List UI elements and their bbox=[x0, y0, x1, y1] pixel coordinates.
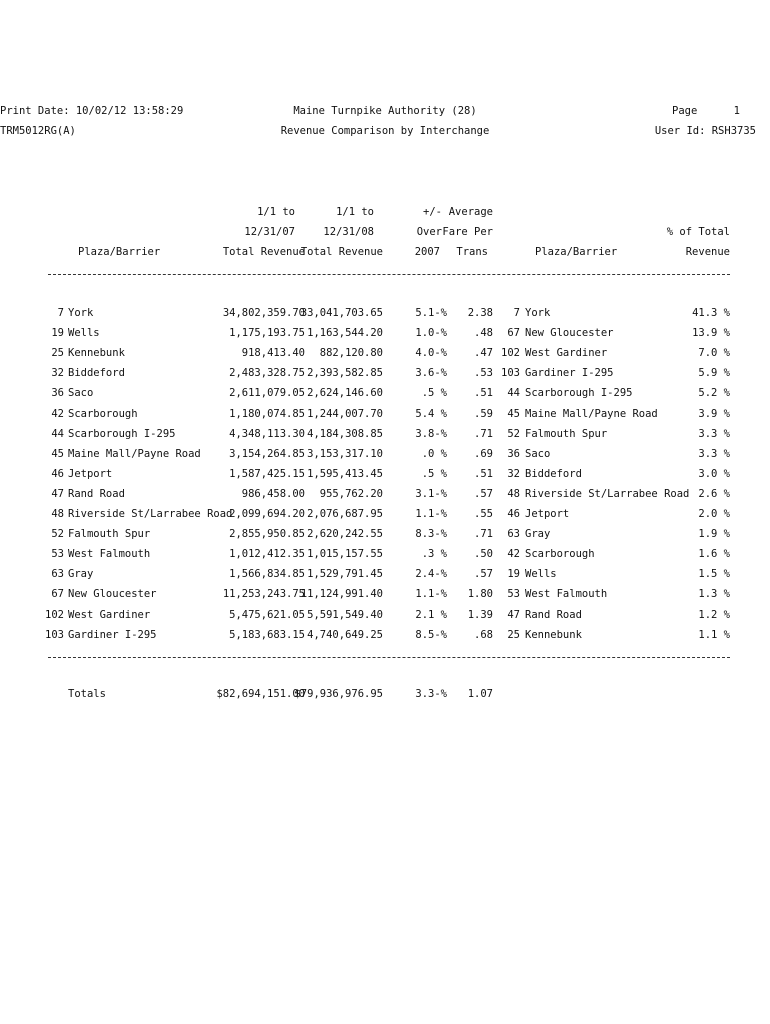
revenue-2008: 1,529,791.45 bbox=[307, 568, 383, 580]
revenue-2008: 2,393,582.85 bbox=[307, 367, 383, 379]
revenue-2007: 2,483,328.75 bbox=[229, 367, 305, 379]
plaza-number: 36 bbox=[51, 387, 64, 399]
change-over-2007: 3.8-% bbox=[415, 428, 447, 440]
change-over-2007: 3.1-% bbox=[415, 488, 447, 500]
revenue-2007: 1,566,834.85 bbox=[229, 568, 305, 580]
ranked-plaza-name: Kennebunk bbox=[525, 629, 582, 641]
revenue-2008: 1,244,007.70 bbox=[307, 408, 383, 420]
col4-heading-2: Fare Per bbox=[442, 226, 493, 238]
plaza-number: 48 bbox=[51, 508, 64, 520]
change-over-2007: .3 % bbox=[421, 548, 447, 560]
plaza-name: Gray bbox=[68, 568, 94, 580]
revenue-2007: 4,348,113.30 bbox=[229, 428, 305, 440]
ranked-plaza-name: Wells bbox=[525, 568, 557, 580]
average-fare: .69 bbox=[474, 448, 493, 460]
col2-heading-2: 12/31/08 bbox=[323, 226, 374, 238]
col3-heading-1: +/- bbox=[423, 206, 442, 218]
ranked-plaza-number: 42 bbox=[507, 548, 520, 560]
average-fare: .71 bbox=[474, 428, 493, 440]
report-title: Maine Turnpike Authority (28) bbox=[293, 105, 477, 117]
pct-heading-1: % of Total bbox=[666, 226, 730, 238]
ranked-plaza-number: 47 bbox=[507, 609, 520, 621]
ranked-plaza-number: 46 bbox=[507, 508, 520, 520]
revenue-2008: 1,015,157.55 bbox=[307, 548, 383, 560]
revenue-2007: 2,611,079.05 bbox=[229, 387, 305, 399]
ranked-plaza-number: 7 bbox=[513, 307, 520, 319]
percent-of-total: 1.5 % bbox=[698, 568, 730, 580]
average-fare: .50 bbox=[474, 548, 493, 560]
percent-of-total: 1.1 % bbox=[698, 629, 730, 641]
percent-of-total: 41.3 % bbox=[692, 307, 730, 319]
page-label: Page bbox=[672, 105, 698, 117]
report-id: TRM5012RG(A) bbox=[0, 125, 76, 137]
plaza-name: Biddeford bbox=[68, 367, 125, 379]
plaza-number: 52 bbox=[51, 528, 64, 540]
ranked-plaza-name: Falmouth Spur bbox=[525, 428, 608, 440]
change-over-2007: .5 % bbox=[421, 468, 447, 480]
average-fare: .57 bbox=[474, 488, 493, 500]
revenue-2008: 882,120.80 bbox=[319, 347, 383, 359]
revenue-2008: 2,624,146.60 bbox=[307, 387, 383, 399]
ranked-plaza-name: Gardiner I-295 bbox=[525, 367, 614, 379]
revenue-2008: 1,595,413.45 bbox=[307, 468, 383, 480]
revenue-2008: 4,184,308.85 bbox=[307, 428, 383, 440]
percent-of-total: 2.0 % bbox=[698, 508, 730, 520]
revenue-2008: 11,124,991.40 bbox=[300, 588, 383, 600]
plaza-number: 42 bbox=[51, 408, 64, 420]
percent-of-total: 3.9 % bbox=[698, 408, 730, 420]
change-over-2007: 1.0-% bbox=[415, 327, 447, 339]
plaza-name: West Falmouth bbox=[68, 548, 151, 560]
col2-heading-3: Total Revenue bbox=[300, 246, 383, 258]
revenue-2007: 1,180,074.85 bbox=[229, 408, 305, 420]
ranked-plaza-number: 63 bbox=[507, 528, 520, 540]
col3-heading-3: 2007 bbox=[414, 246, 440, 258]
revenue-2007: 5,183,683.15 bbox=[229, 629, 305, 641]
ranked-plaza-number: 52 bbox=[507, 428, 520, 440]
ranked-plaza-number: 19 bbox=[507, 568, 520, 580]
revenue-2008: 2,620,242.55 bbox=[307, 528, 383, 540]
col2-heading-1: 1/1 to bbox=[336, 206, 374, 218]
col3-heading-2: Over bbox=[416, 226, 442, 238]
plaza-number: 67 bbox=[51, 588, 64, 600]
plaza-name: Riverside St/Larrabee Road bbox=[68, 508, 233, 520]
totals-change: 3.3-% bbox=[415, 688, 447, 700]
change-over-2007: .0 % bbox=[421, 448, 447, 460]
revenue-2008: 955,762.20 bbox=[319, 488, 383, 500]
report-subtitle: Revenue Comparison by Interchange bbox=[280, 125, 490, 137]
plaza-number: 32 bbox=[51, 367, 64, 379]
plaza-name: Jetport bbox=[68, 468, 113, 480]
percent-of-total: 3.3 % bbox=[698, 428, 730, 440]
plaza-heading-right: Plaza/Barrier bbox=[535, 246, 618, 258]
plaza-name: Kennebunk bbox=[68, 347, 125, 359]
col4-heading-1: Average bbox=[448, 206, 493, 218]
percent-of-total: 1.3 % bbox=[698, 588, 730, 600]
plaza-name: Gardiner I-295 bbox=[68, 629, 157, 641]
plaza-number: 63 bbox=[51, 568, 64, 580]
plaza-number: 45 bbox=[51, 448, 64, 460]
average-fare: 1.80 bbox=[467, 588, 493, 600]
revenue-2008: 3,153,317.10 bbox=[307, 448, 383, 460]
average-fare: .68 bbox=[474, 629, 493, 641]
revenue-2008: 33,041,703.65 bbox=[300, 307, 383, 319]
plaza-number: 47 bbox=[51, 488, 64, 500]
percent-of-total: 13.9 % bbox=[692, 327, 730, 339]
revenue-2007: 3,154,264.85 bbox=[229, 448, 305, 460]
change-over-2007: 8.5-% bbox=[415, 629, 447, 641]
percent-of-total: 5.2 % bbox=[698, 387, 730, 399]
plaza-number: 46 bbox=[51, 468, 64, 480]
plaza-name: Saco bbox=[68, 387, 94, 399]
percent-of-total: 7.0 % bbox=[698, 347, 730, 359]
revenue-2007: 1,012,412.35 bbox=[229, 548, 305, 560]
revenue-2007: 11,253,243.75 bbox=[222, 588, 305, 600]
plaza-name: Scarborough I-295 bbox=[68, 428, 176, 440]
average-fare: 1.39 bbox=[467, 609, 493, 621]
revenue-2008: 1,163,544.20 bbox=[307, 327, 383, 339]
revenue-2007: 2,855,950.85 bbox=[229, 528, 305, 540]
change-over-2007: 5.4 % bbox=[415, 408, 447, 420]
ranked-plaza-name: Rand Road bbox=[525, 609, 582, 621]
plaza-number: 7 bbox=[57, 307, 64, 319]
totals-rev07: $82,694,151.00 bbox=[216, 688, 305, 700]
plaza-name: Scarborough bbox=[68, 408, 138, 420]
ranked-plaza-name: Riverside St/Larrabee Road bbox=[525, 488, 690, 500]
totals-label: Totals bbox=[68, 688, 106, 700]
plaza-number: 103 bbox=[45, 629, 64, 641]
change-over-2007: .5 % bbox=[421, 387, 447, 399]
change-over-2007: 1.1-% bbox=[415, 588, 447, 600]
change-over-2007: 5.1-% bbox=[415, 307, 447, 319]
ranked-plaza-name: Saco bbox=[525, 448, 551, 460]
plaza-number: 102 bbox=[45, 609, 64, 621]
ranked-plaza-number: 67 bbox=[507, 327, 520, 339]
average-fare: .51 bbox=[474, 468, 493, 480]
ranked-plaza-name: Scarborough bbox=[525, 548, 595, 560]
average-fare: .48 bbox=[474, 327, 493, 339]
average-fare: .59 bbox=[474, 408, 493, 420]
ranked-plaza-number: 48 bbox=[507, 488, 520, 500]
ranked-plaza-number: 36 bbox=[507, 448, 520, 460]
plaza-name: Falmouth Spur bbox=[68, 528, 151, 540]
change-over-2007: 3.6-% bbox=[415, 367, 447, 379]
pct-heading-2: Revenue bbox=[685, 246, 730, 258]
ranked-plaza-number: 32 bbox=[507, 468, 520, 480]
change-over-2007: 1.1-% bbox=[415, 508, 447, 520]
ranked-plaza-number: 102 bbox=[501, 347, 520, 359]
revenue-2008: 5,591,549.40 bbox=[307, 609, 383, 621]
average-fare: .53 bbox=[474, 367, 493, 379]
percent-of-total: 3.0 % bbox=[698, 468, 730, 480]
percent-of-total: 1.9 % bbox=[698, 528, 730, 540]
revenue-2007: 5,475,621.05 bbox=[229, 609, 305, 621]
col1-heading-2: 12/31/07 bbox=[244, 226, 295, 238]
print-date: Print Date: 10/02/12 13:58:29 bbox=[0, 105, 184, 117]
plaza-number: 44 bbox=[51, 428, 64, 440]
revenue-2007: 2,099,694.20 bbox=[229, 508, 305, 520]
change-over-2007: 2.4-% bbox=[415, 568, 447, 580]
ranked-plaza-name: West Falmouth bbox=[525, 588, 608, 600]
change-over-2007: 4.0-% bbox=[415, 347, 447, 359]
plaza-name: Wells bbox=[68, 327, 100, 339]
col1-heading-3: Total Revenue bbox=[222, 246, 305, 258]
plaza-name: York bbox=[68, 307, 94, 319]
plaza-number: 19 bbox=[51, 327, 64, 339]
ranked-plaza-name: Scarborough I-295 bbox=[525, 387, 633, 399]
totals-rev08: $79,936,976.95 bbox=[294, 688, 383, 700]
average-fare: .51 bbox=[474, 387, 493, 399]
percent-of-total: 5.9 % bbox=[698, 367, 730, 379]
revenue-2007: 34,802,359.70 bbox=[222, 307, 305, 319]
ranked-plaza-name: Biddeford bbox=[525, 468, 582, 480]
average-fare: .55 bbox=[474, 508, 493, 520]
percent-of-total: 1.2 % bbox=[698, 609, 730, 621]
plaza-name: Maine Mall/Payne Road bbox=[68, 448, 201, 460]
revenue-2008: 4,740,649.25 bbox=[307, 629, 383, 641]
ranked-plaza-name: Jetport bbox=[525, 508, 570, 520]
revenue-2007: 918,413.40 bbox=[241, 347, 305, 359]
plaza-number: 25 bbox=[51, 347, 64, 359]
average-fare: .47 bbox=[474, 347, 493, 359]
page-number: 1 bbox=[733, 105, 740, 117]
percent-of-total: 2.6 % bbox=[698, 488, 730, 500]
totals-fare: 1.07 bbox=[467, 688, 493, 700]
change-over-2007: 8.3-% bbox=[415, 528, 447, 540]
percent-of-total: 3.3 % bbox=[698, 448, 730, 460]
user-id: User Id: RSH3735 bbox=[654, 125, 756, 137]
ranked-plaza-name: New Gloucester bbox=[525, 327, 614, 339]
ranked-plaza-name: West Gardiner bbox=[525, 347, 608, 359]
col4-heading-3: Trans bbox=[456, 246, 488, 258]
plaza-number: 53 bbox=[51, 548, 64, 560]
plaza-name: Rand Road bbox=[68, 488, 125, 500]
ranked-plaza-number: 53 bbox=[507, 588, 520, 600]
plaza-name: New Gloucester bbox=[68, 588, 157, 600]
ranked-plaza-number: 103 bbox=[501, 367, 520, 379]
change-over-2007: 2.1 % bbox=[415, 609, 447, 621]
average-fare: .71 bbox=[474, 528, 493, 540]
ranked-plaza-number: 45 bbox=[507, 408, 520, 420]
ranked-plaza-name: York bbox=[525, 307, 551, 319]
revenue-2007: 1,587,425.15 bbox=[229, 468, 305, 480]
revenue-2008: 2,076,687.95 bbox=[307, 508, 383, 520]
header-rule bbox=[48, 274, 730, 275]
col1-heading-1: 1/1 to bbox=[257, 206, 295, 218]
ranked-plaza-number: 25 bbox=[507, 629, 520, 641]
percent-of-total: 1.6 % bbox=[698, 548, 730, 560]
revenue-2007: 1,175,193.75 bbox=[229, 327, 305, 339]
average-fare: 2.38 bbox=[467, 307, 493, 319]
ranked-plaza-name: Gray bbox=[525, 528, 551, 540]
ranked-plaza-number: 44 bbox=[507, 387, 520, 399]
plaza-heading-left: Plaza/Barrier bbox=[78, 246, 161, 258]
average-fare: .57 bbox=[474, 568, 493, 580]
totals-rule bbox=[48, 657, 730, 658]
plaza-name: West Gardiner bbox=[68, 609, 151, 621]
ranked-plaza-name: Maine Mall/Payne Road bbox=[525, 408, 658, 420]
revenue-2007: 986,458.00 bbox=[241, 488, 305, 500]
